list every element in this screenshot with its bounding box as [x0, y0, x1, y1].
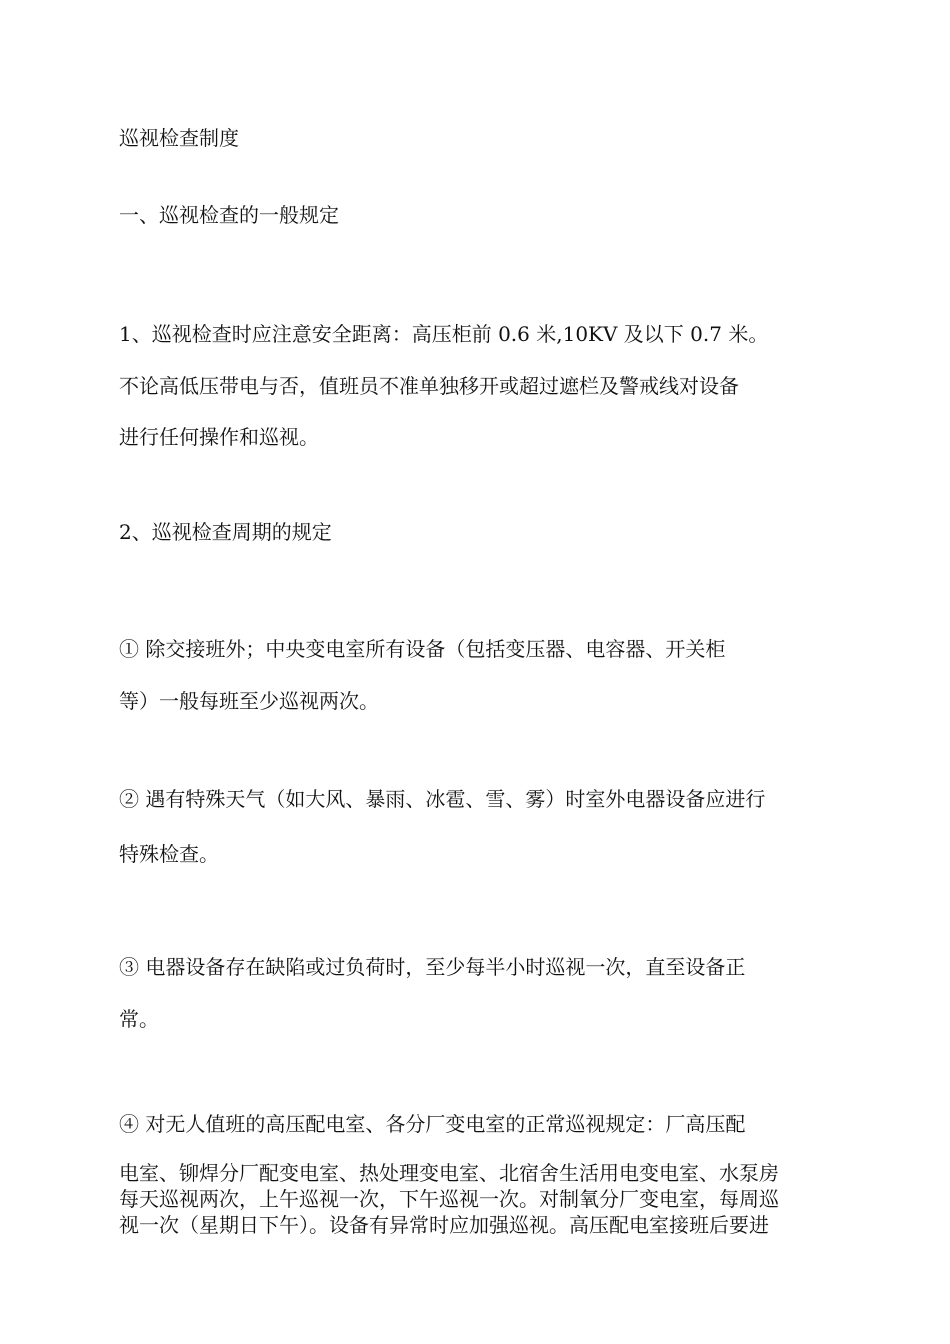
document-title: 巡视检查制度 — [119, 126, 239, 150]
sub3-line1: ③ 电器设备存在缺陷或过负荷时，至少每半小时巡视一次，直至设备正 — [119, 955, 746, 979]
sub1-line2: 等）一般每班至少巡视两次。 — [119, 689, 379, 713]
sub4-line3: 每天巡视两次，上午巡视一次，下午巡视一次。对制氧分厂变电室，每周巡 — [119, 1187, 779, 1211]
item1-line2: 不论高低压带电与否，值班员不准单独移开或超过遮栏及警戒线对设备 — [119, 374, 739, 398]
item1-line3: 进行任何操作和巡视。 — [119, 425, 319, 449]
sub4-line4: 视一次（星期日下午）。设备有异常时应加强巡视。高压配电室接班后要进 — [119, 1213, 769, 1237]
sub2-line1: ② 遇有特殊天气（如大风、暴雨、冰雹、雪、雾）时室外电器设备应进行 — [119, 787, 766, 811]
item1-line1: 1、巡视检查时应注意安全距离：高压柜前 0.6 米,10KV 及以下 0.7 米。 — [119, 322, 769, 346]
sub2-line2: 特殊检查。 — [119, 842, 219, 866]
item2-heading: 2、巡视检查周期的规定 — [119, 520, 332, 544]
sub3-line2: 常。 — [119, 1007, 159, 1031]
sub4-line2: 电室、铆焊分厂配变电室、热处理变电室、北宿舍生活用电变电室、水泵房 — [119, 1161, 779, 1185]
section-heading-general-rules: 一、巡视检查的一般规定 — [119, 203, 339, 227]
sub4-paragraph — [119, 1160, 829, 1238]
sub4-line1: ④ 对无人值班的高压配电室、各分厂变电室的正常巡视规定：厂高压配 — [119, 1112, 746, 1136]
sub1-line1: ① 除交接班外；中央变电室所有设备（包括变压器、电容器、开关柜 — [119, 637, 726, 661]
